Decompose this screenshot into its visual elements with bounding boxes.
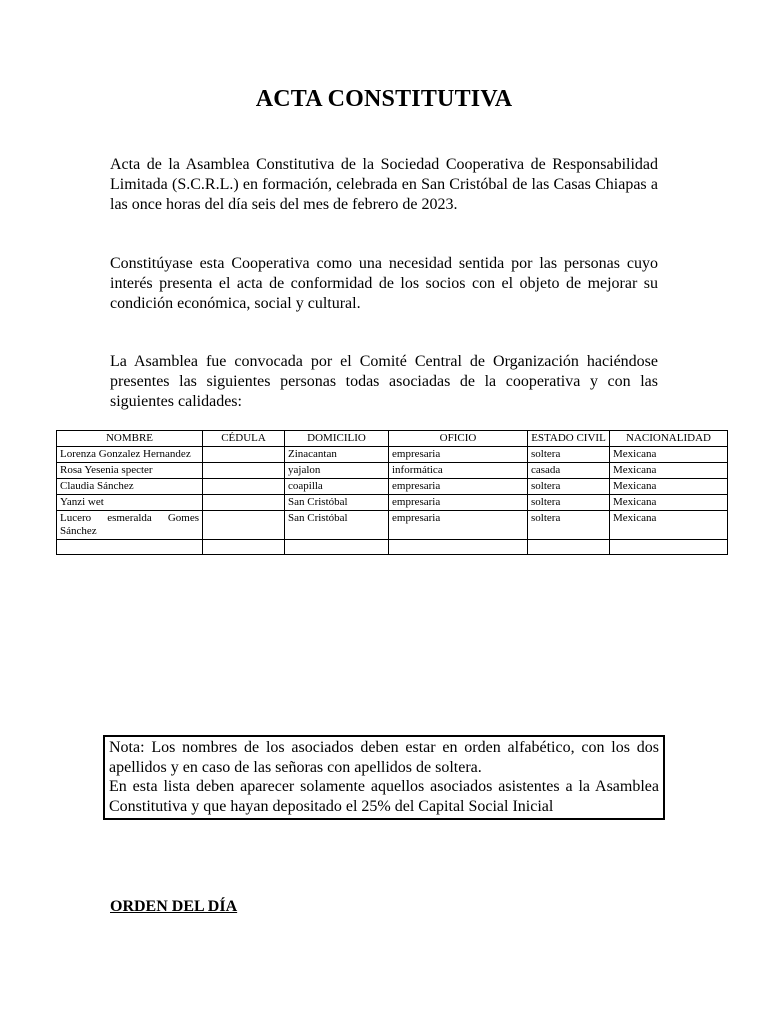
- cell-estado-civil: [528, 540, 610, 555]
- document-title: ACTA CONSTITUTIVA: [255, 86, 513, 112]
- cell-nacionalidad: Mexicana: [610, 463, 728, 479]
- table-row: [57, 511, 728, 540]
- note-text-attendance: En esta lista deben aparecer solamente aquellos asociados asistentes a la Asamblea Constitutiva y que hayan depositado el 25% del Capital Social Inicial: [109, 778, 659, 815]
- cell-nombre: Rosa Yesenia specter: [57, 463, 203, 479]
- cell-cedula: [203, 463, 285, 479]
- cell-cedula: [203, 447, 285, 463]
- cell-cedula: [203, 511, 285, 540]
- cell-oficio: [389, 540, 528, 555]
- cell-nacionalidad: Mexicana: [610, 511, 728, 540]
- cell-nombre: [57, 540, 203, 555]
- header-nombre: NOMBRE: [57, 431, 203, 447]
- cell-oficio: empresaria: [389, 447, 528, 463]
- cell-nacionalidad: [610, 540, 728, 555]
- note-text-names: Nota: Los nombres de los asociados deben estar en orden alfabético, con los dos apellidos y en caso de las señoras con apellidos de soltera.: [109, 739, 659, 776]
- cell-domicilio: Zinacantan: [285, 447, 389, 463]
- header-cedula: CÉDULA: [203, 431, 285, 447]
- cell-oficio: empresaria: [389, 479, 528, 495]
- table-row: [57, 447, 728, 463]
- cell-domicilio: San Cristóbal: [285, 495, 389, 511]
- cell-oficio: informática: [389, 463, 528, 479]
- table-header-row: [57, 431, 728, 447]
- orden-del-dia-heading: ORDEN DEL DÍA: [110, 898, 238, 915]
- cell-domicilio: [285, 540, 389, 555]
- cell-nombre: Lucero esmeralda Gomes Sánchez: [57, 511, 203, 540]
- cell-estado-civil: soltera: [528, 447, 610, 463]
- cell-estado-civil: soltera: [528, 495, 610, 511]
- intro-paragraph: Acta de la Asamblea Constitutiva de la Sociedad Cooperativa de Responsabilidad Limitada (S.C.R.L.) en formación, celebrada en San Cristóbal de las Casas Chiapas a las once horas del día seis del mes de febrero de 2023.: [110, 156, 658, 213]
- cell-nombre: Claudia Sánchez: [57, 479, 203, 495]
- cell-nacionalidad: Mexicana: [610, 447, 728, 463]
- cell-cedula: [203, 495, 285, 511]
- header-oficio: OFICIO: [389, 431, 528, 447]
- assembly-paragraph: La Asamblea fue convocada por el Comité Central de Organización haciéndose presentes las siguientes personas todas asociadas de la cooperativa y con las siguientes calidades:: [110, 353, 658, 410]
- cell-domicilio: coapilla: [285, 479, 389, 495]
- table-row: [57, 495, 728, 511]
- members-table: [56, 430, 728, 555]
- cell-oficio: empresaria: [389, 495, 528, 511]
- table-row: [57, 479, 728, 495]
- cell-nacionalidad: Mexicana: [610, 479, 728, 495]
- cell-estado-civil: casada: [528, 463, 610, 479]
- header-domicilio: DOMICILIO: [285, 431, 389, 447]
- table-row-empty: [57, 540, 728, 555]
- header-nacionalidad: NACIONALIDAD: [610, 431, 728, 447]
- cell-nombre: Yanzi wet: [57, 495, 203, 511]
- cell-domicilio: yajalon: [285, 463, 389, 479]
- cell-estado-civil: soltera: [528, 511, 610, 540]
- cell-nacionalidad: Mexicana: [610, 495, 728, 511]
- cell-domicilio: San Cristóbal: [285, 511, 389, 540]
- cell-nombre: Lorenza Gonzalez Hernandez: [57, 447, 203, 463]
- table-row: [57, 463, 728, 479]
- note-box: [103, 735, 665, 820]
- cell-oficio: empresaria: [389, 511, 528, 540]
- purpose-paragraph: Constitúyase esta Cooperativa como una necesidad sentida por las personas cuyo interés presenta el acta de conformidad de los socios con el objeto de mejorar su condición económica, social y cultural.: [110, 255, 658, 312]
- header-estado-civil: ESTADO CIVIL: [528, 431, 610, 447]
- cell-cedula: [203, 479, 285, 495]
- cell-cedula: [203, 540, 285, 555]
- cell-estado-civil: soltera: [528, 479, 610, 495]
